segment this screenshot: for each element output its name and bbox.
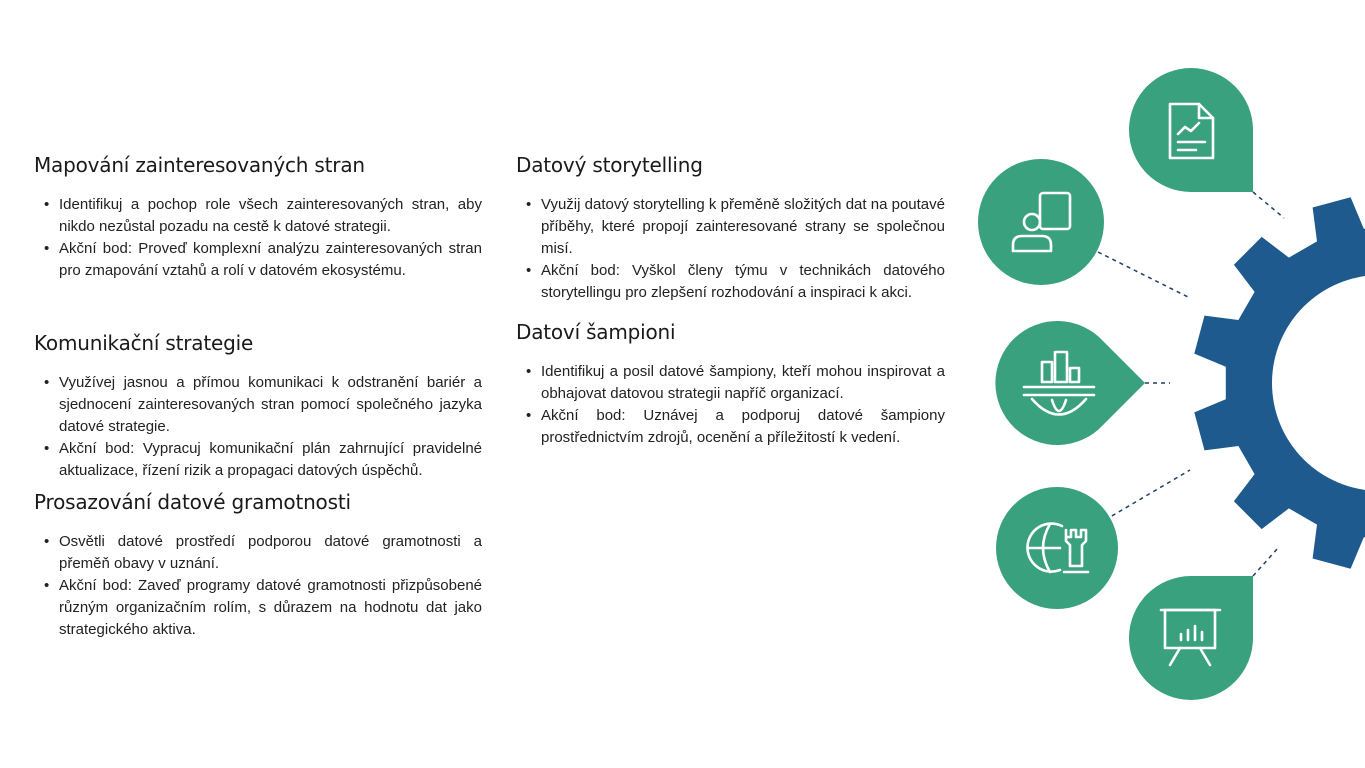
list-item: • Akční bod: Vyškol členy týmu v technikách datového storytellingu pro zlepšení rozhodování a inspiraci k akci. <box>516 260 945 304</box>
list-item: • Akční bod: Uznávej a podporuj datové šampiony prostřednictvím zdrojů, ocenění a příležitostí k vedení. <box>516 405 945 449</box>
section-stakeholder-mapping <box>34 153 482 282</box>
bullet-list <box>34 194 482 282</box>
gear-diagram <box>960 0 1365 768</box>
section-data-literacy <box>34 490 482 641</box>
section-title: Mapování zainteresovaných stran <box>34 153 365 177</box>
section-title: Komunikační strategie <box>34 331 254 355</box>
list-item: • Využij datový storytelling k přeměně složitých dat na poutavé příběhy, které propojí zainteresované strany se společnou misí. <box>516 194 945 260</box>
connector-line <box>1105 470 1190 520</box>
list-item: • Identifikuj a posil datové šampiony, kteří mohou inspirovat a obhajovat datovou strategii napříč organizací. <box>516 361 945 405</box>
bullet-list <box>34 372 482 482</box>
section-title: Datový storytelling <box>516 153 703 177</box>
node-globe-strategy <box>996 487 1118 609</box>
section-data-storytelling <box>516 153 945 304</box>
list-item: • Osvětli datové prostředí podporou datové gramotnosti a přeměň obavy v uznání. <box>34 531 482 575</box>
bullet-list <box>34 531 482 641</box>
section-communication-strategy <box>34 331 482 482</box>
node-shape <box>1129 576 1253 700</box>
section-title: Prosazování datové gramotnosti <box>34 490 351 514</box>
gear-shape <box>1194 197 1365 568</box>
node-report <box>1129 68 1253 192</box>
node-presentation <box>1129 576 1253 700</box>
node-globe-chart <box>995 321 1145 445</box>
connector-line <box>1253 548 1278 576</box>
section-data-champions <box>516 320 945 449</box>
list-item: • Akční bod: Vypracuj komunikační plán zahrnující pravidelné aktualizace, řízení rizik a propagaci datových úspěchů. <box>34 438 482 482</box>
section-title: Datoví šampioni <box>516 320 676 344</box>
list-item: • Akční bod: Proveď komplexní analýzu zainteresovaných stran pro zmapování vztahů a rolí v datovém ekosystému. <box>34 238 482 282</box>
list-item: • Identifikuj a pochop role všech zainteresovaných stran, aby nikdo nezůstal pozadu na cestě k datové strategii. <box>34 194 482 238</box>
bullet-list <box>516 194 945 304</box>
node-presenter <box>978 159 1104 285</box>
list-item: • Využívej jasnou a přímou komunikaci k odstranění bariér a sjednocení zainteresovaných stran pomocí společného jazyka datové strategie. <box>34 372 482 438</box>
bullet-list <box>516 361 945 449</box>
connector-line <box>1253 192 1284 218</box>
connector-line <box>1098 252 1190 298</box>
list-item: • Akční bod: Zaveď programy datové gramotnosti přizpůsobené různým organizačním rolím, s důrazem na hodnotu dat jako strategického aktiva. <box>34 575 482 641</box>
